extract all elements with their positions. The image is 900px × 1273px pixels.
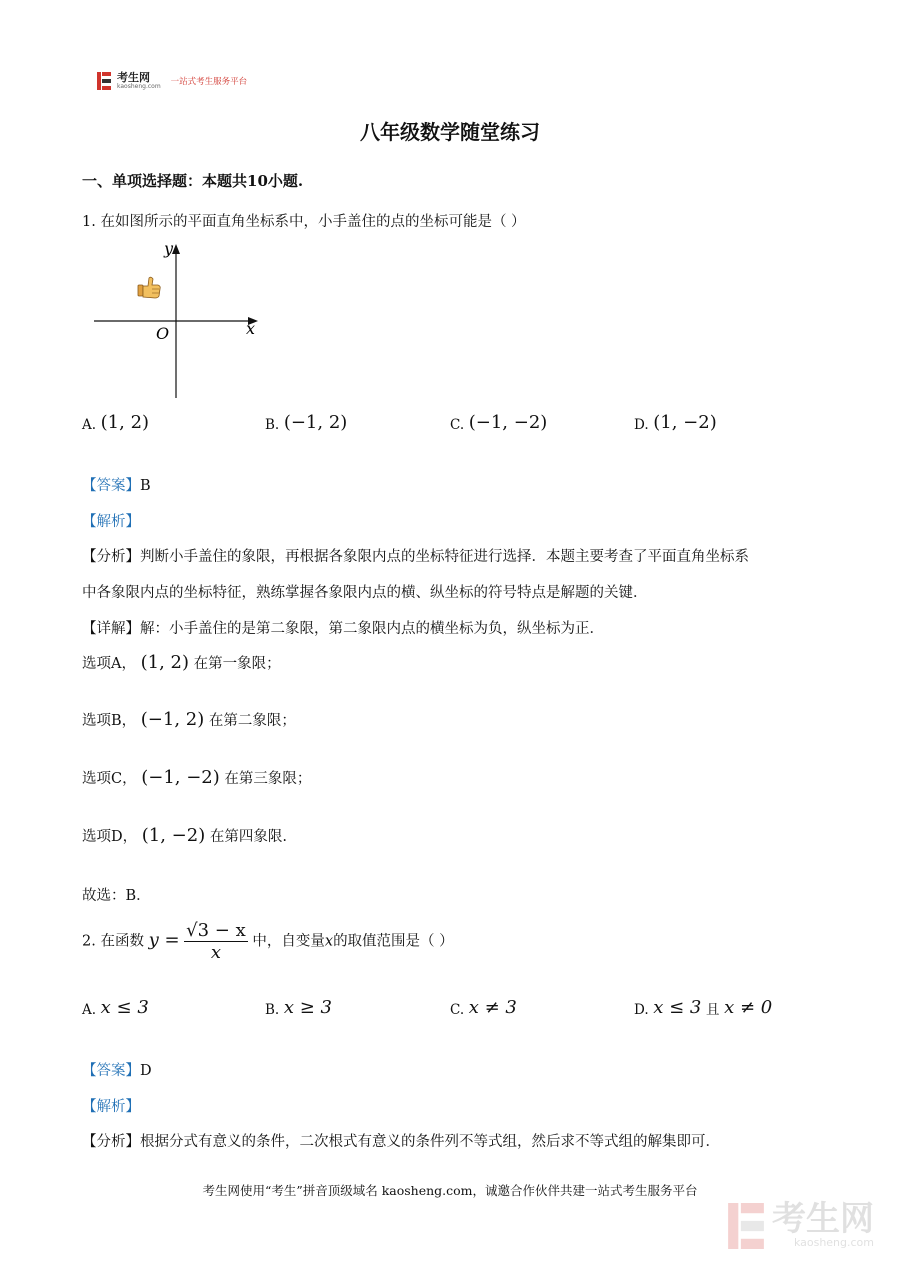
logo-text-group: [117, 70, 161, 90]
option-value: (1, 2): [100, 412, 150, 433]
option-value: (1, −2): [653, 412, 717, 433]
case-suffix: 在第三象限；: [224, 771, 312, 787]
case-value: (1, −2): [141, 825, 206, 846]
thumbs-up-icon: [138, 277, 160, 298]
case-value: (1, 2): [140, 652, 189, 673]
q1-answer: [82, 474, 151, 495]
page-footer: 考生网使用“考生”拼音顶级域名 kaosheng.com，诚邀合作伙伴共建一站式考生服务平台: [202, 1183, 698, 1198]
watermark: [728, 1199, 874, 1249]
q1-option-d[interactable]: [634, 412, 717, 433]
case-suffix: 在第四象限.: [209, 829, 287, 845]
fraction-numerator: √3 − x: [186, 920, 246, 941]
q2-option-b[interactable]: [265, 997, 332, 1018]
option-value: x ≤ 3: [100, 997, 149, 1018]
q1-case-b: [82, 709, 296, 730]
option-label: C.: [450, 1002, 465, 1018]
q1-xiangjie: [82, 617, 604, 638]
option-label: C.: [450, 417, 465, 433]
case-suffix: 在第一象限；: [193, 656, 281, 672]
xiangjie-tag: 【详解】: [82, 621, 140, 637]
logo-name: 考生网: [117, 70, 150, 84]
section-heading: 一、单项选择题：本题共10小题.: [82, 172, 304, 190]
logo-slogan: 一站式考生服务平台: [170, 77, 248, 87]
stem-prefix: 2. 在函数: [82, 933, 144, 950]
q2-analysis-tag: 【解析】: [82, 1099, 140, 1115]
q1-case-a: [82, 652, 281, 673]
y-axis-label: y: [164, 239, 174, 258]
xiangjie-text: 解：小手盖住的是第二象限，第二象限内点的横坐标为负，纵坐标为正．: [140, 621, 604, 637]
watermark-logo-icon: [728, 1203, 764, 1249]
option-value: x ≤ 3: [653, 997, 702, 1018]
answer-tag: 【答案】: [82, 1063, 140, 1079]
option-label: A.: [82, 417, 97, 433]
answer-tag: 【答案】: [82, 478, 140, 494]
fenxi-text: 判断小手盖住的象限，再根据各象限内点的坐标特征进行选择．本题主要考查了平面直角坐标系: [140, 549, 749, 565]
option-label: D.: [634, 1002, 649, 1018]
q1-coordinate-figure: [88, 238, 268, 403]
q2-option-a[interactable]: [82, 997, 149, 1018]
q1-conclusion: 故选：B．: [82, 888, 151, 904]
x-axis-label: x: [246, 319, 256, 338]
case-prefix: 选项C，: [82, 771, 137, 787]
option-label: A.: [82, 1002, 97, 1018]
q2-option-d[interactable]: [634, 997, 772, 1018]
watermark-domain: kaosheng.com: [793, 1236, 874, 1249]
q1-case-d: [82, 825, 287, 846]
option-label: D.: [634, 417, 649, 433]
watermark-text-group: [772, 1199, 874, 1249]
q1-option-a[interactable]: [82, 412, 149, 433]
option-label: B.: [265, 417, 280, 433]
q2-answer: [82, 1059, 152, 1080]
answer-value: B: [140, 478, 151, 494]
q1-option-b[interactable]: [265, 412, 347, 433]
q1-fenxi-line-1: [82, 545, 749, 566]
q1-fenxi-line-2: 中各象限内点的坐标特征，熟练掌握各象限内点的横、纵坐标的符号特点是解题的关键．: [82, 585, 648, 601]
stem-mid: 中，自变量: [252, 933, 325, 950]
q2-fenxi: [82, 1130, 720, 1151]
function-fraction: [184, 920, 248, 963]
stem-suffix: 的取值范围是（ ）: [333, 933, 454, 950]
q1-analysis-tag: 【解析】: [82, 514, 140, 530]
site-logo[interactable]: [97, 72, 247, 90]
q2-stem: [82, 920, 454, 963]
q1-option-c[interactable]: [450, 412, 547, 433]
option-joiner: 且: [706, 1002, 720, 1018]
page-title: 八年级数学随堂练习: [360, 120, 540, 144]
function-lhs: y =: [148, 929, 180, 951]
watermark-name: 考生网: [772, 1199, 874, 1239]
case-prefix: 选项B，: [82, 713, 137, 729]
stem-var: x: [324, 933, 334, 950]
answer-value: D: [140, 1063, 152, 1079]
q1-case-c: [82, 767, 311, 788]
case-value: (−1, −2): [141, 767, 220, 788]
case-prefix: 选项D，: [82, 829, 138, 845]
case-value: (−1, 2): [140, 709, 205, 730]
option-value: x ≥ 3: [283, 997, 332, 1018]
q1-stem: 1. 在如图所示的平面直角坐标系中，小手盖住的点的坐标可能是（ ）: [82, 214, 526, 230]
y-axis-arrow: [172, 244, 180, 254]
option-value: x ≠ 3: [468, 997, 517, 1018]
case-prefix: 选项A，: [82, 656, 136, 672]
fenxi-tag: 【分析】: [82, 549, 140, 565]
fraction-denominator: x: [210, 942, 222, 963]
fenxi-tag: 【分析】: [82, 1134, 140, 1150]
logo-domain: kaosheng.com: [117, 82, 161, 90]
option-label: B.: [265, 1002, 280, 1018]
fenxi-text: 根据分式有意义的条件，二次根式有意义的条件列不等式组，然后求不等式组的解集即可．: [140, 1134, 720, 1150]
q2-option-c[interactable]: [450, 997, 517, 1018]
option-value: (−1, 2): [283, 412, 348, 433]
case-suffix: 在第二象限；: [208, 713, 296, 729]
origin-label: O: [156, 324, 170, 343]
option-value-2: x ≠ 0: [724, 997, 773, 1018]
option-value: (−1, −2): [468, 412, 548, 433]
kaosheng-logo-icon: [97, 72, 111, 90]
